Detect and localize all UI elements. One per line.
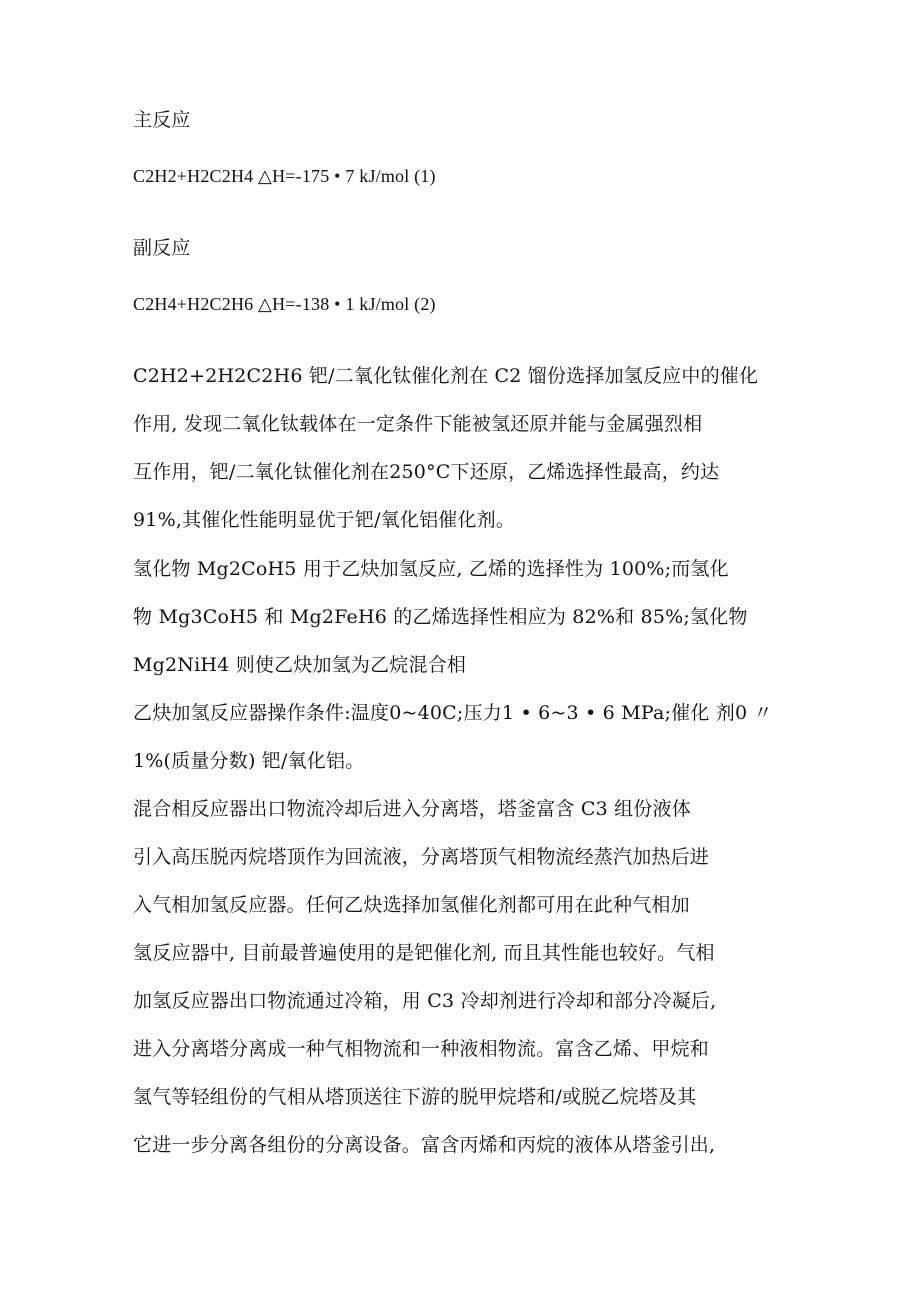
- paragraph-1-line-1: C2H2+2H2C2H6 钯/二氧化钛催化剂在 C2 馏份选择加氢反应中的催化: [133, 365, 759, 387]
- paragraph-4-line-6: 进入分离塔分离成一种气相物流和一种液相物流。富含乙烯、甲烷和: [133, 1038, 710, 1060]
- paragraph-4-line-4: 氢反应器中, 目前最普遍使用的是钯催化剂, 而且其性能也较好。气相: [133, 942, 715, 964]
- paragraph-4-line-2: 引入高压脱丙烷塔顶作为回流液，分离塔顶气相物流经蒸汽加热后进: [133, 846, 710, 868]
- paragraph-4-line-3: 入气相加氢反应器。任何乙炔选择加氢催化剂都可用在此种气相加: [133, 894, 690, 916]
- paragraph-4-line-8: 它进一步分离各组份的分离设备。富含丙烯和丙烷的液体从塔釜引出,: [133, 1134, 716, 1156]
- paragraph-1-line-3: 互作用，钯/二氧化钛催化剂在250°C下还原，乙烯选择性最高，约达: [133, 461, 720, 483]
- paragraph-2-line-2: 物 Mg3CoH5 和 Mg2FeH6 的乙烯选择性相应为 82%和 85%;氢化物: [133, 606, 748, 628]
- paragraph-3-line-1: 乙炔加氢反应器操作条件:温度0~40C;压力1 • 6~3 • 6 MPa;催化 剂0 〃: [133, 702, 773, 724]
- paragraph-2-line-1: 氢化物 Mg2CoH5 用于乙炔加氢反应, 乙烯的选择性为 100%;而氢化: [133, 558, 729, 580]
- paragraph-2-line-3: Mg2NiH4 则使乙炔加氢为乙烷混合相: [133, 654, 467, 676]
- paragraph-4-line-5: 加氢反应器出口物流通过冷箱，用 C3 冷却剂进行冷却和部分冷凝后,: [133, 990, 717, 1012]
- paragraph-4-line-7: 氢气等轻组份的气相从塔顶送往下游的脱甲烷塔和/或脱乙烷塔及其: [133, 1086, 697, 1108]
- heading-main-reaction: 主反应: [133, 109, 191, 131]
- paragraph-1-line-2: 作用, 发现二氧化钛载体在一定条件下能被氢还原并能与金属强烈相: [133, 413, 703, 435]
- paragraph-1-line-4: 91%,其催化性能明显优于钯/氧化铝催化剂。: [133, 509, 516, 531]
- paragraph-3-line-2: 1%(质量分数) 钯/氧化铝。: [133, 750, 365, 772]
- heading-side-reaction: 副反应: [133, 237, 191, 259]
- equation-main-reaction: C2H2+H2C2H4 △H=-175 • 7 kJ/mol (1): [133, 166, 436, 186]
- paragraph-4-line-1: 混合相反应器出口物流冷却后进入分离塔，塔釜富含 C3 组份液体: [133, 798, 691, 820]
- equation-side-reaction-1: C2H4+H2C2H6 △H=-138 • 1 kJ/mol (2): [133, 294, 436, 314]
